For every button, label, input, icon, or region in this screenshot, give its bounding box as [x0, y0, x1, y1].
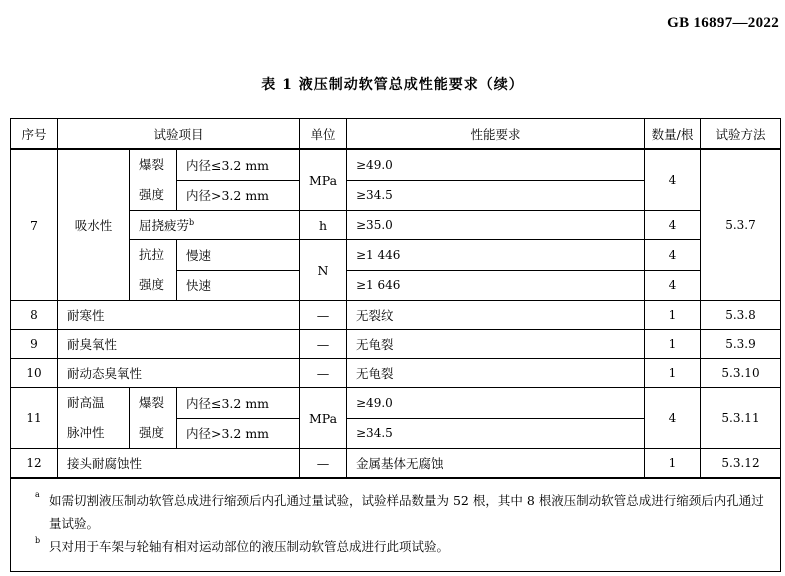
- col-header-item: 试验项目: [58, 119, 300, 150]
- table-row: [11, 149, 781, 180]
- notes-row: [11, 478, 781, 572]
- row7-burst-unit: MPa: [300, 149, 347, 211]
- row11-unit: MPa: [300, 388, 347, 449]
- row10-qty: 1: [645, 359, 701, 388]
- row7-tensile-qty1: 4: [645, 240, 701, 271]
- row7-fatigue-req: ≥35.0: [347, 211, 645, 240]
- footnote-a: a 如需切割液压制动软管总成进行缩颈后内孔通过量试验，试验样品数量为 52 根，其中 8 根液压制动软管总成进行缩颈后内孔通过量试验。: [35, 490, 764, 531]
- row7-tensile-sub1: 慢速: [177, 240, 300, 271]
- row11-sub2: 内径>3.2 mm: [177, 418, 300, 449]
- row7-fatigue-unit: h: [300, 211, 347, 240]
- row7-tensile-req1: ≥1 446: [347, 240, 645, 271]
- row7-tensile-req2: ≥1 646: [347, 270, 645, 301]
- row7-burst-label: 爆裂 强度: [130, 149, 177, 211]
- row12-item: 接头耐腐蚀性: [58, 449, 300, 479]
- row8-seq: 8: [11, 301, 58, 330]
- row9-qty: 1: [645, 330, 701, 359]
- row11-sub1: 内径≤3.2 mm: [177, 388, 300, 419]
- row11-req2: ≥34.5: [347, 418, 645, 449]
- col-header-quantity: 数量/根: [645, 119, 701, 150]
- row11-req1: ≥49.0: [347, 388, 645, 419]
- row8-method: 5.3.8: [701, 301, 781, 330]
- row12-req: 金属基体无腐蚀: [347, 449, 645, 479]
- row7-burst-sub1: 内径≤3.2 mm: [177, 149, 300, 180]
- table-row: [11, 449, 781, 479]
- row7-tensile-qty2: 4: [645, 270, 701, 301]
- standard-number: GB 16897—2022: [667, 15, 779, 31]
- row9-unit: —: [300, 330, 347, 359]
- row8-item: 耐寒性: [58, 301, 300, 330]
- col-header-method: 试验方法: [701, 119, 781, 150]
- footnote-b: b 只对用于车架与轮轴有相对运动部位的液压制动软管总成进行此项试验。: [35, 536, 450, 554]
- row7-tensile-label: 抗拉 强度: [130, 240, 177, 301]
- row7-method: 5.3.7: [701, 149, 781, 301]
- row11-qty: 4: [645, 388, 701, 449]
- table-row: [11, 359, 781, 388]
- row11-item: 耐高温 脉冲性: [58, 388, 130, 449]
- row9-method: 5.3.9: [701, 330, 781, 359]
- table-header-row: [11, 119, 781, 150]
- row7-burst-qty: 4: [645, 149, 701, 211]
- row7-tensile-unit: N: [300, 240, 347, 301]
- col-header-requirement: 性能要求: [347, 119, 645, 150]
- col-header-seq: 序号: [11, 119, 58, 150]
- row11-burst-label: 爆裂 强度: [130, 388, 177, 449]
- row7-burst-sub2: 内径>3.2 mm: [177, 180, 300, 211]
- row10-req: 无龟裂: [347, 359, 645, 388]
- row8-qty: 1: [645, 301, 701, 330]
- table-row: [11, 330, 781, 359]
- performance-table: [10, 118, 781, 572]
- row7-burst-req1: ≥49.0: [347, 149, 645, 180]
- row12-seq: 12: [11, 449, 58, 479]
- row8-req: 无裂纹: [347, 301, 645, 330]
- table-notes: [11, 478, 781, 572]
- row10-method: 5.3.10: [701, 359, 781, 388]
- row10-item: 耐动态臭氧性: [58, 359, 300, 388]
- row9-item: 耐臭氧性: [58, 330, 300, 359]
- row8-unit: —: [300, 301, 347, 330]
- row7-fatigue-qty: 4: [645, 211, 701, 240]
- row12-method: 5.3.12: [701, 449, 781, 479]
- row9-req: 无龟裂: [347, 330, 645, 359]
- col-header-unit: 单位: [300, 119, 347, 150]
- row7-fatigue-label: 屈挠疲劳$^b$: [130, 211, 300, 240]
- row11-seq: 11: [11, 388, 58, 449]
- row10-seq: 10: [11, 359, 58, 388]
- table-title: 表 1 液压制动软管总成性能要求（续）: [261, 77, 524, 93]
- row7-seq: 7: [11, 149, 58, 301]
- row10-unit: —: [300, 359, 347, 388]
- row7-item: 吸水性: [58, 149, 130, 301]
- row12-unit: —: [300, 449, 347, 479]
- row7-tensile-sub2: 快速: [177, 270, 300, 301]
- row12-qty: 1: [645, 449, 701, 479]
- row9-seq: 9: [11, 330, 58, 359]
- table-row: [11, 301, 781, 330]
- row7-burst-req2: ≥34.5: [347, 180, 645, 211]
- row11-method: 5.3.11: [701, 388, 781, 449]
- table-row: [11, 388, 781, 419]
